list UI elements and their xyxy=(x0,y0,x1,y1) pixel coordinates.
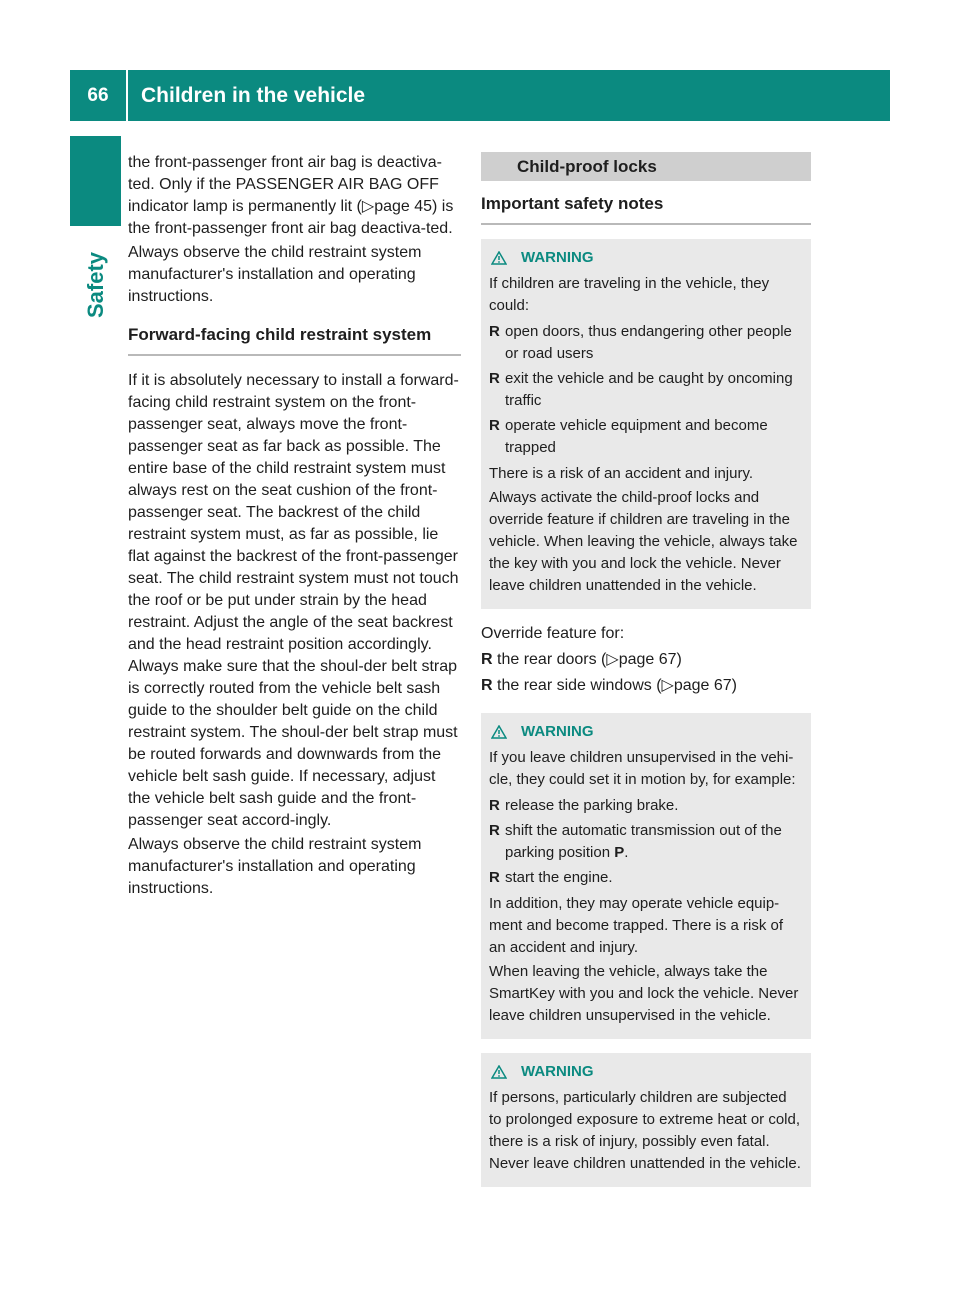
page-link[interactable]: page 45) xyxy=(374,198,438,215)
paragraph: the front-passenger front air bag is deactiva-ted. Only if the PASSENGER AIR BAG OFF indicator lamp is permanently lit (▷page 45) is the front-passenger front air bag deactiva-ted. xyxy=(128,154,454,237)
warning-title: WARNING xyxy=(489,247,803,269)
paragraph: If it is absolutely necessary to install a forward-facing child restraint system on the front-passenger seat, always move the front-passenger seat as far back as possible. The entire base of the child restraint system must always rest on the seat cushion of the front-passenger seat. The backrest of the child restraint system must, as far as possible, lie flat against the backrest of the front-passenger seat. The child restraint system must not touch the roof or be put under strain by the head restraint. Adjust the angle of the seat backrest and the head restraint position accordingly. Always make sure that the shoul-der belt strap is correctly routed from the vehicle belt sash guide to the shoulder belt guide on the child restraint system. The shoul-der belt strap must be routed forwards and downwards from the vehicle belt sash guide. If necessary, adjust the vehicle belt sash guide and the front-passenger seat accord-ingly. xyxy=(128,372,459,829)
bullet-icon: R xyxy=(489,822,500,839)
header-divider xyxy=(126,70,128,121)
page-ref-icon: ▷ xyxy=(606,651,619,668)
section-heading: Important safety notes xyxy=(481,193,811,225)
warning-text: Always activate the child-proof locks and override feature if children are traveling in the vehicle. When leaving the vehicle, always take the key with you and lock the vehicle. Never leave children unattended in the vehicle. xyxy=(489,489,798,594)
warning-list xyxy=(489,795,803,889)
list-item: R shift the automatic transmission out of the parking position P. xyxy=(489,822,782,861)
bullet-icon: R xyxy=(489,323,500,340)
list-item: R open doors, thus endangering other people or road users xyxy=(489,323,792,362)
warning-box xyxy=(481,239,811,609)
warning-text: If children are traveling in the vehicle, they could: xyxy=(489,275,770,314)
warning-text: If persons, particularly children are subjected to prolonged exposure to extreme heat or cold, there is a risk of injury, possibly even fatal. Never leave children unattended in the vehicle. xyxy=(489,1089,801,1172)
override-label: Override feature for: xyxy=(481,625,625,642)
paragraph: Always observe the child restraint system manufacturer's installation and operating instructions. xyxy=(128,244,422,305)
warning-icon xyxy=(491,251,507,265)
side-marker xyxy=(70,136,121,226)
bullet-icon: R xyxy=(481,677,493,694)
warning-title: WARNING xyxy=(489,721,803,743)
bullet-icon: R xyxy=(489,797,500,814)
list-item: R operate vehicle equipment and become trapped xyxy=(489,417,768,456)
override-list xyxy=(481,649,811,697)
bullet-icon: R xyxy=(489,869,500,886)
left-column xyxy=(128,152,461,902)
warning-box xyxy=(481,1053,811,1187)
right-column xyxy=(481,152,811,1187)
list-item: R start the engine. xyxy=(489,867,803,889)
bullet-icon: R xyxy=(489,417,500,434)
warning-text: There is a risk of an accident and injury. xyxy=(489,465,754,482)
page-number: 66 xyxy=(87,84,109,106)
warning-text: In addition, they may operate vehicle equip-ment and become trapped. There is a risk of an accident and injury. xyxy=(489,895,784,956)
page-link[interactable]: page 67) xyxy=(673,677,737,694)
side-tab-safety: Safety xyxy=(83,251,108,319)
bullet-icon: R xyxy=(481,651,493,668)
list-item: R exit the vehicle and be caught by oncoming traffic xyxy=(489,370,793,409)
warning-icon xyxy=(491,1065,507,1079)
page-ref-icon: ▷ xyxy=(361,198,375,215)
page-title: Children in the vehicle xyxy=(141,83,366,107)
warning-icon xyxy=(491,725,507,739)
page-ref-icon: ▷ xyxy=(661,677,674,694)
warning-box xyxy=(481,713,811,1039)
warning-title: WARNING xyxy=(489,1061,803,1083)
paragraph: Always observe the child restraint system manufacturer's installation and operating instructions. xyxy=(128,836,422,897)
page-link[interactable]: page 67) xyxy=(618,651,682,668)
bullet-icon: R xyxy=(489,370,500,387)
list-item: R release the parking brake. xyxy=(489,795,803,817)
warning-text: When leaving the vehicle, always take the SmartKey with you and lock the vehicle. Never leave children unsupervised in the vehicle. xyxy=(489,963,799,1024)
warning-list xyxy=(489,321,803,459)
section-heading: Forward-facing child restraint system xyxy=(128,324,461,356)
list-item: R the rear side windows (▷page 67) xyxy=(481,675,811,697)
list-item: R the rear doors (▷page 67) xyxy=(481,649,811,671)
section-bar: Child-proof locks xyxy=(481,152,811,181)
warning-text: If you leave children unsupervised in the vehi-cle, they could set it in motion by, for example: xyxy=(489,749,796,788)
